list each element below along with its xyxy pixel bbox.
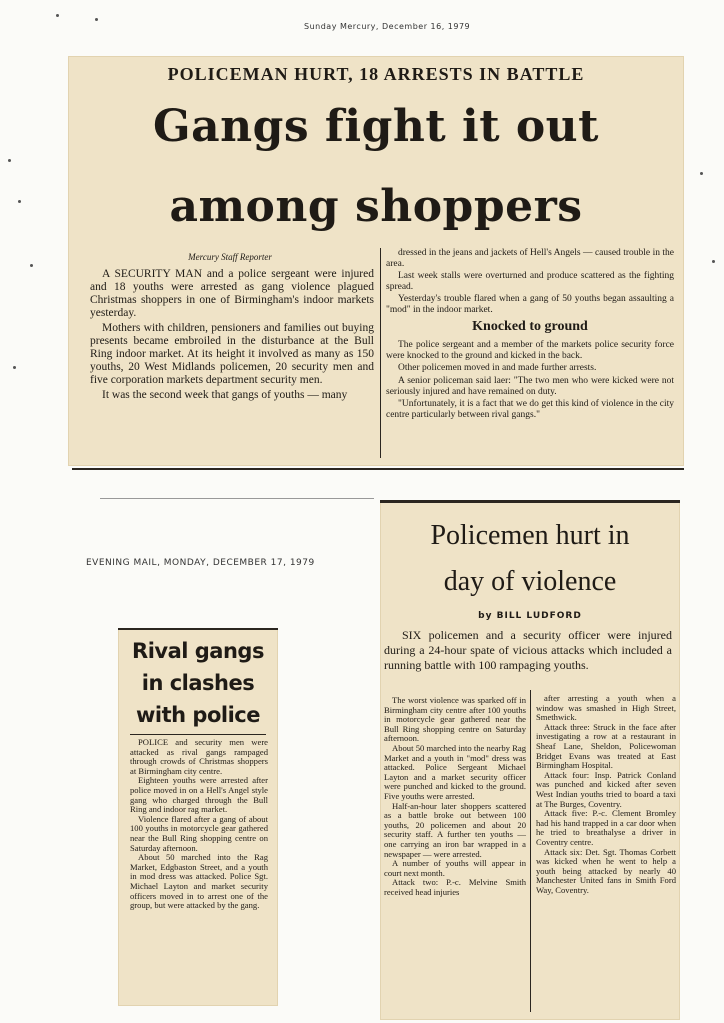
clipping-rule: [130, 734, 266, 735]
clipping-top-rule: [380, 500, 680, 503]
clipping-divider-line: [100, 498, 374, 499]
scan-speck: [56, 14, 59, 17]
right-byline: by BILL LUDFORD: [478, 611, 582, 621]
small-clipping: [118, 628, 278, 1006]
paragraph: A senior policeman said laer: "The two men who were kicked were not seriously injured and have remained on duty.: [386, 375, 674, 397]
small-headline-line2: in clashes: [141, 671, 255, 695]
paragraph: dressed in the jeans and jackets of Hell's Angels — caused trouble in the area.: [386, 248, 674, 269]
clipping-top-rule: [118, 628, 278, 630]
paragraph: The police sergeant and a member of the markets police security force were knocked to the ground and kicked in the back.: [386, 340, 674, 361]
paragraph: Other policemen moved in and made further arrests.: [398, 363, 597, 374]
column-divider: [380, 248, 381, 458]
right-clipping: [380, 500, 680, 1020]
mercury-byline: Mercury Staff Reporter: [188, 252, 272, 262]
paragraph: Half-an-hour later shoppers scattered as a battle broke out between 100 youths, 20 policemen and about 20 security staff. A further ten youths — one carrying an iron bar wrapped in a newspaper — were arrested.: [384, 800, 526, 859]
small-headline-line3: with police: [136, 703, 260, 727]
evening-mail-dateline: EVENING MAIL, MONDAY, DECEMBER 17, 1979: [86, 558, 315, 568]
paragraph: Attack three: Struck in the face after investigating a row at a restaurant in Sheaf Lane, Sheldon, Policewoman Bridget Evans was treated at East Birmingham Hospital.: [536, 721, 676, 771]
main-headline-line1: Gangs fight it out: [153, 101, 599, 152]
paragraph: A number of youths will appear in court next month.: [384, 858, 526, 878]
small-clipping-body: [130, 738, 268, 911]
paragraph: Attack two: P.-c. Melvine Smith received head injuries: [384, 877, 526, 897]
scan-speck: [13, 366, 16, 369]
paragraph: About 50 marched into the nearby Rag Market and a youth in "mod" dress was attacked. Police Sergeant Michael Layton and a market security officer were punched and kicked to the ground. Five youths were arrested.: [384, 742, 526, 801]
paragraph: A SECURITY MAN and a police sergeant were injured and 18 youths were arrested as gang violence plagued Christmas shoppers in one of Birmingham's indoor markets yesterday.: [90, 268, 374, 319]
paragraph: Yesterday's trouble flared when a gang of 50 youths began assaulting a "mod" in the indoor market.: [386, 294, 674, 315]
kicker-headline: POLICEMAN HURT, 18 ARRESTS IN BATTLE: [167, 64, 585, 84]
paragraph: Attack four: Insp. Patrick Conland was punched and kicked after seven West Indian youths tried to board a taxi at The Burges, Coventry.: [536, 769, 676, 809]
right-column: [386, 248, 674, 422]
right-lead-paragraph: SIX policemen and a security officer were injured during a 24-hour spate of vicious attacks which included a running battle with 100 rampaging youths.: [384, 628, 672, 672]
paragraph: Attack five: P.-c. Clement Bromley had his hand trapped in a car door when he tried to breathalyse a driver in Coventry centre.: [536, 808, 676, 847]
scan-speck: [95, 18, 98, 21]
small-headline-line1: Rival gangs: [132, 639, 264, 663]
scan-speck: [30, 264, 33, 267]
paragraph: Eighteen youths were arrested after police moved in on a Hell's Angel style gang who charged through the Bull Ring and indoor rag market.: [130, 775, 268, 815]
paragraph: Last week stalls were overturned and produce scattered as the fighting spread.: [386, 271, 674, 292]
subhead-knocked-to-ground: Knocked to ground: [472, 318, 588, 334]
right-column-2: [536, 694, 676, 895]
paragraph: Violence flared after a gang of about 100 youths in motorcycle gear gathered near the Bull Ring shopping centre on Saturday afternoon.: [130, 813, 268, 853]
right-headline-line2: day of violence: [443, 566, 617, 597]
scan-speck: [8, 159, 11, 162]
right-column-1: [384, 696, 526, 897]
clipping-divider-line: [72, 468, 684, 470]
paragraph: POLICE and security men were attacked as rival gangs rampaged through crowds of Christmas shoppers at Birmingham city centre.: [130, 737, 268, 776]
top-clipping: [68, 56, 684, 466]
scan-speck: [700, 172, 703, 175]
main-headline-line2: among shoppers: [169, 181, 583, 232]
paragraph: after arresting a youth when a window was smashed in High Street, Smethwick.: [536, 693, 676, 723]
right-headline-line1: Policemen hurt in: [430, 520, 630, 551]
scan-speck: [712, 260, 715, 263]
paragraph: Attack six: Det. Sgt. Thomas Corbett was kicked when he went to help a youth being attacked by nearly 40 Manchester United fans in Smith Ford Way, Coventry.: [536, 846, 676, 895]
paragraph: It was the second week that gangs of youths — many: [102, 389, 348, 401]
paragraph: The worst violence was sparked off in Birmingham city centre after 100 youths in motorcycle gear gathered near the Bull Ring shopping centre on Saturday afternoon.: [384, 695, 526, 744]
paragraph: "Unfortunately, it is a fact that we do get this kind of violence in the city centre particularly between rival gangs.": [386, 399, 674, 420]
sunday-mercury-dateline: Sunday Mercury, December 16, 1979: [304, 22, 471, 31]
scan-speck: [18, 200, 21, 203]
paragraph: About 50 marched into the Rag Market, Edgbaston Street, and a youth in mod dress was attacked. Police Sgt. Michael Layton and market security officers moved in to arrest one of the group, but were attacked by the gang.: [130, 852, 268, 911]
column-divider: [530, 690, 531, 1012]
paragraph: Mothers with children, pensioners and families out buying presents became embroiled in the disturbance at the Bull Ring indoor market. At its height it involved as many as 150 youths, 20 West Midlands policemen, 20 security men and five corporation markets department security men.: [90, 322, 374, 386]
left-column: [90, 268, 374, 404]
